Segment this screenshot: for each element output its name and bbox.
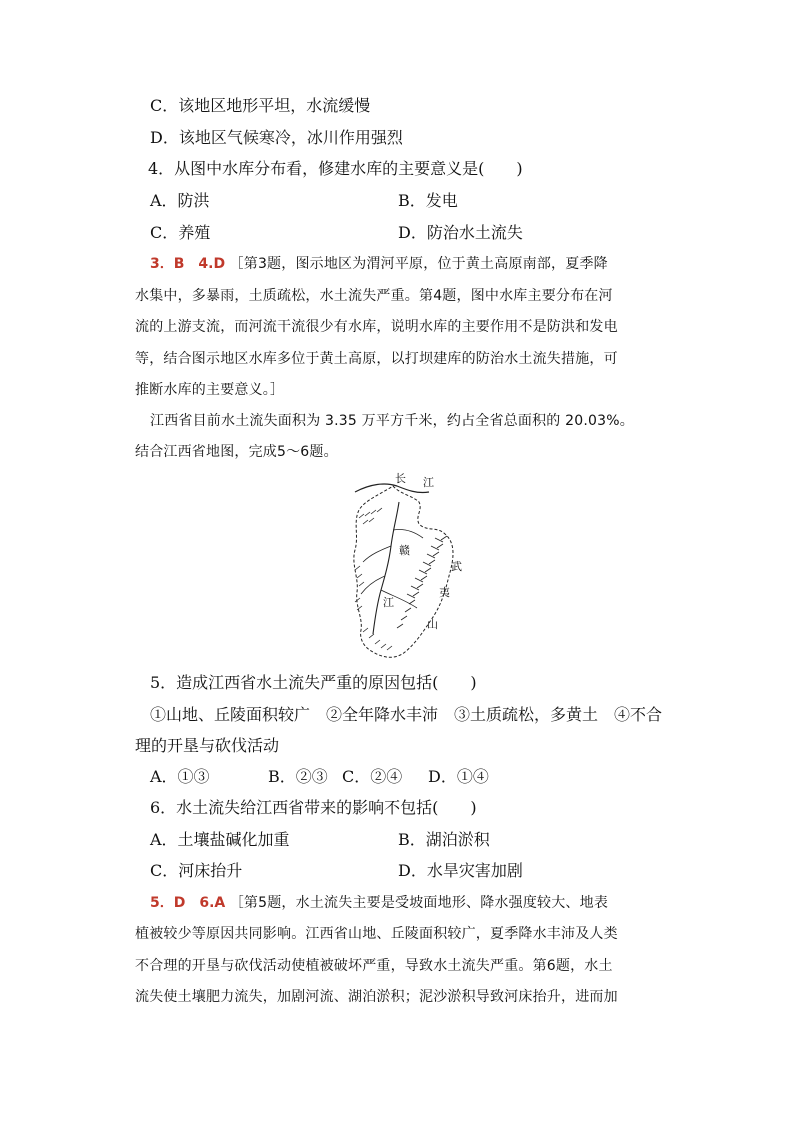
province-outline [354,486,453,657]
answer-5-6-line2: 植被较少等原因共同影响。江西省山地、丘陵面积较广，夏季降水丰沛及人类 [135,926,618,942]
q6-option-c: C．河床抬升 [150,861,243,880]
q5-option-c: C．②④ [342,767,403,786]
answer-5-6-text1: ［第5题，水土流失主要是受坡面地形、降水强度较大、地表 [229,895,609,911]
answer-3-4-line3: 流的上游支流，而河流干流很少有水库，说明水库的主要作用不是防洪和发电 [135,319,618,335]
q3-option-d: D．该地区气候寒冷，冰川作用强烈 [150,128,403,147]
answer-3-4-line4: 等，结合图示地区水库多位于黄土高原，以打坝建库的防治水土流失措施，可 [135,351,618,367]
tributary-1 [363,546,391,562]
q3-option-c: C．该地区地形平坦，水流缓慢 [150,96,371,115]
answer-3-4-line2: 水集中，多暴雨，土质疏松，水土流失严重。第4题，图中水库主要分布在河 [135,288,613,304]
label-jiang-river: 江 [383,596,394,609]
q6-option-b: B．湖泊淤积 [398,830,490,849]
q5-option-d: D．①④ [428,767,489,786]
q6-option-a: A．土壤盐碱化加重 [150,830,290,849]
jiangxi-map [345,472,475,667]
label-shan: 山 [427,618,438,631]
label-jiang-top: 江 [423,476,434,489]
gan-river [373,502,399,634]
yangtze-river [355,484,429,493]
label-gan: 赣 [399,544,410,557]
tributary-4 [393,529,423,538]
q4-option-d: D．防治水土流失 [398,223,523,242]
q5-stem: 5．造成江西省水土流失严重的原因包括( ) [150,673,477,692]
answer-5-6-number: 5．D 6.A [150,895,226,911]
intro-line2: 结合江西省地图，完成5～6题。 [135,444,338,460]
q5-option-b: B．②③ [268,767,328,786]
answer-3-4-number: 3．B 4.D [150,256,226,272]
q6-stem: 6．水土流失给江西省带来的影响不包括( ) [150,798,477,817]
label-chang: 长 [395,472,406,485]
tributary-2 [361,576,385,594]
answer-3-4-line5: 推断水库的主要意义。］ [135,382,285,398]
q6-option-d: D．水旱灾害加剧 [398,861,523,880]
q5-option-a: A．①③ [150,767,210,786]
q4-stem: 4．从图中水库分布看，修建水库的主要意义是( ) [148,159,523,178]
label-wu: 武 [451,560,462,573]
q4-option-c: C．养殖 [150,223,211,242]
q5-items-line2: 理的开垦与砍伐活动 [135,736,280,755]
answer-5-6-line4: 流失使土壤肥力流失，加剧河流、湖泊淤积；泥沙淤积导致河床抬升，进而加 [135,989,618,1005]
q4-option-a: A．防洪 [150,191,210,210]
label-yi: 夷 [439,586,450,599]
answer-3-4-text1: ［第3题，图示地区为渭河平原，位于黄土高原南部，夏季降 [229,256,608,272]
q5-items-line1: ①山地、丘陵面积较广 ②全年降水丰沛 ③土质疏松，多黄土 ④不合 [150,705,663,724]
answer-3-4-line1 [150,253,655,275]
answer-5-6-line1 [150,892,655,914]
q4-option-b: B．发电 [398,191,458,210]
intro-line1: 江西省目前水土流失面积为 3.35 万平方千米，约占全省总面积的 20.03%。 [150,413,634,429]
answer-5-6-line3: 不合理的开垦与砍伐活动使植被破坏严重，导致水土流失严重。第6题，水土 [135,958,613,974]
